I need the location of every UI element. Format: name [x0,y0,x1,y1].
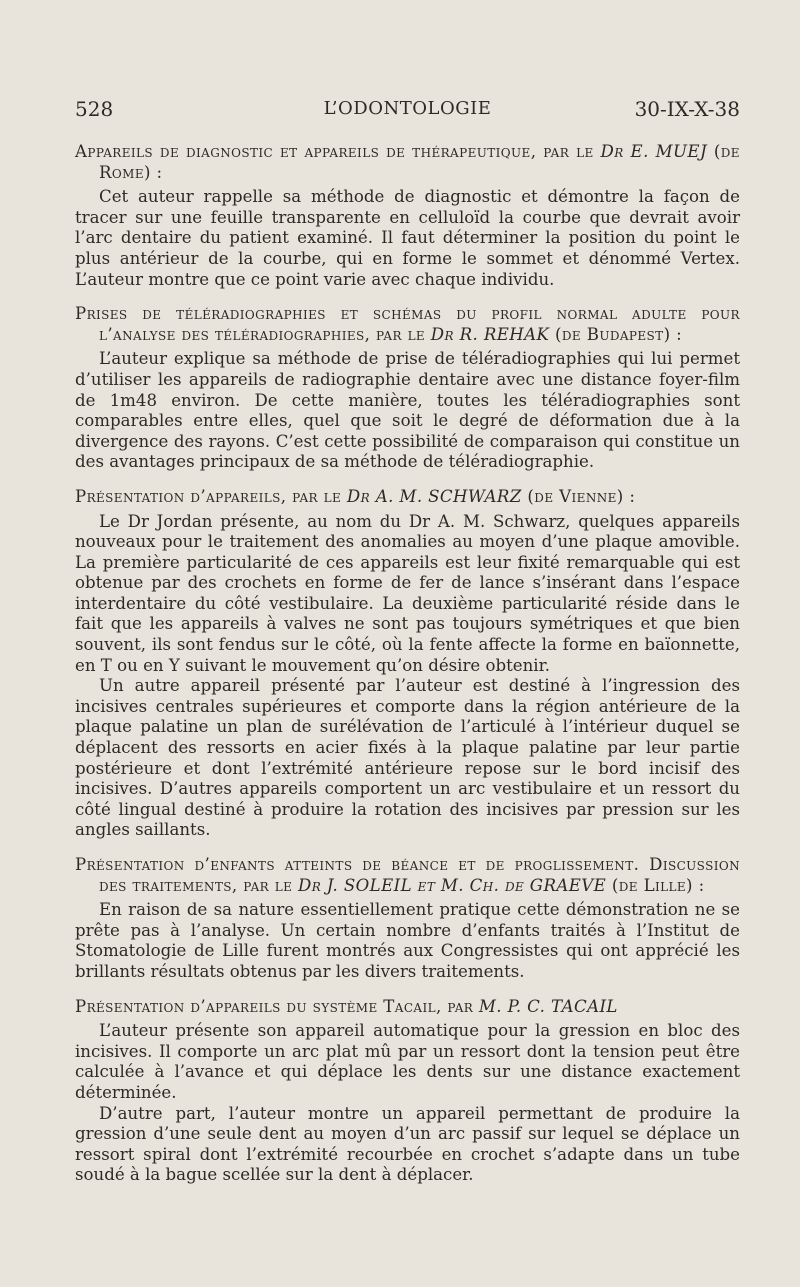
author-name: Dr E. MUEJ [600,142,707,161]
paragraph: Cet auteur rappelle sa méthode de diagnostic et démontre la façon de tracer sur une feuille transparente en celluloïd la courbe que devrait avoir l’arc dentaire du patient examiné. Il faut déterminer la position du point le plus antérieur de la courbe, qui en forme le sommet et dénommé Vertex. L’auteur montre que ce point varie avec chaque individu. [75,187,740,289]
section-teleradiographies [75,304,740,473]
paragraph: Le Dr Jordan présente, au nom du Dr A. M. Schwarz, quelques appareils nouveaux pour le traitement des anomalies au moyen d’une plaque amovible. La première particularité de ces appareils est leur fixité remarquable qui est obtenue par des crochets en forme de fer de lance s’insérant dans l’espace interdentaire du côté vestibulaire. La deuxième particularité réside dans le fait que les appareils à valves ne sont pas toujours symétriques et que bien souvent, ils sont fendus sur le côté, où la fente affecte la forme en baïonnette, en T ou en Y suivant le mouvement qu’on désire obtenir. [75,511,740,675]
section-appareils-schwarz [75,487,740,841]
author-name: Dr J. SOLEIL et M. Ch. de GRAEVE [297,875,607,895]
section-title: Appareils de diagnostic et appareils de thérapeutique, par le Dr E. MUEJ (de Rome) : [75,142,740,182]
paragraph: L’auteur présente son appareil automatique pour la gression en bloc des incisives. Il comporte un arc plat mû par un ressort dont la tension peut être calculée à l’avance et qui déplace les dents sur une distance exactement déterminée. [75,1021,740,1102]
section-title: Présentation d’appareils, par le Dr A. M. SCHWARZ (de Vienne) : [75,486,636,506]
author-name: M. P. C. TACAIL [478,996,618,1016]
section-title: Présentation d’enfants atteints de béance et de proglissement. Discussion des traitements, par le Dr J. SOLEIL et M. Ch. de GRAEVE (de Lille) : [75,855,740,895]
running-title: L’ODONTOLOGIE [323,98,492,119]
paragraph: En raison de sa nature essentiellement pratique cette démonstration ne se prête pas à l’analyse. Un certain nombre d’enfants traités à l’Institut de Stomatologie de Lille furent montrés aux Congressistes qui ont apprécié les brillants résultats obtenus par les divers traitements. [75,900,740,981]
article-body [75,142,740,1200]
paragraph: L’auteur explique sa méthode de prise de téléradiographies qui lui permet d’utiliser les appareils de radiographie dentaire avec une distance foyer-film de 1m48 environ. De cette manière, toutes les téléradiographies sont comparables entre elles, quel que soit le degré de déformation due à la divergence des rayons. C’est cette possibilité de comparaison qui constitue un des avantages principaux de sa méthode de téléradiographie. [75,349,740,472]
section-systeme-tacail [75,997,740,1186]
author-name: Dr A. M. SCHWARZ [346,486,522,506]
paragraph: D’autre part, l’auteur montre un appareil permettant de produire la gression d’une seule dent au moyen d’un arc passif sur lequel se déplace un ressort spiral dont l’extrémité recourbée en crochet s’adapte dans un tube soudé à la bague scellée sur la dent à déplacer. [75,1103,740,1185]
author-name: Dr R. REHAK [430,324,550,344]
paragraph: Un autre appareil présenté par l’auteur est destiné à l’ingression des incisives centrales supérieures et comporte dans la région antérieure de la plaque palatine un plan de surélévation de l’articulé à l’intérieur duquel se déplacent des ressorts en acier fixés à la plaque palatine par leur partie postérieure et dont l’extrémité antérieure repose sur le bord incisif des incisives. D’autres appareils comportent un arc vestibulaire et un ressort du côté lingual destiné à produire la rotation des incisives par pression sur les angles saillants. [75,676,740,840]
page-number: 528 [75,97,114,121]
section-title: Présentation d’appareils du système Tacail, par M. P. C. TACAIL [75,996,618,1016]
page-header [75,97,740,125]
section-title: Prises de téléradiographies et schémas du profil normal adulte pour l’analyse des téléradiographies, par le Dr R. REHAK (de Budapest) : [75,304,740,344]
section-enfants-beance [75,855,740,983]
section-diagnostic [75,142,740,290]
issue-date: 30-IX-X-38 [634,97,740,121]
